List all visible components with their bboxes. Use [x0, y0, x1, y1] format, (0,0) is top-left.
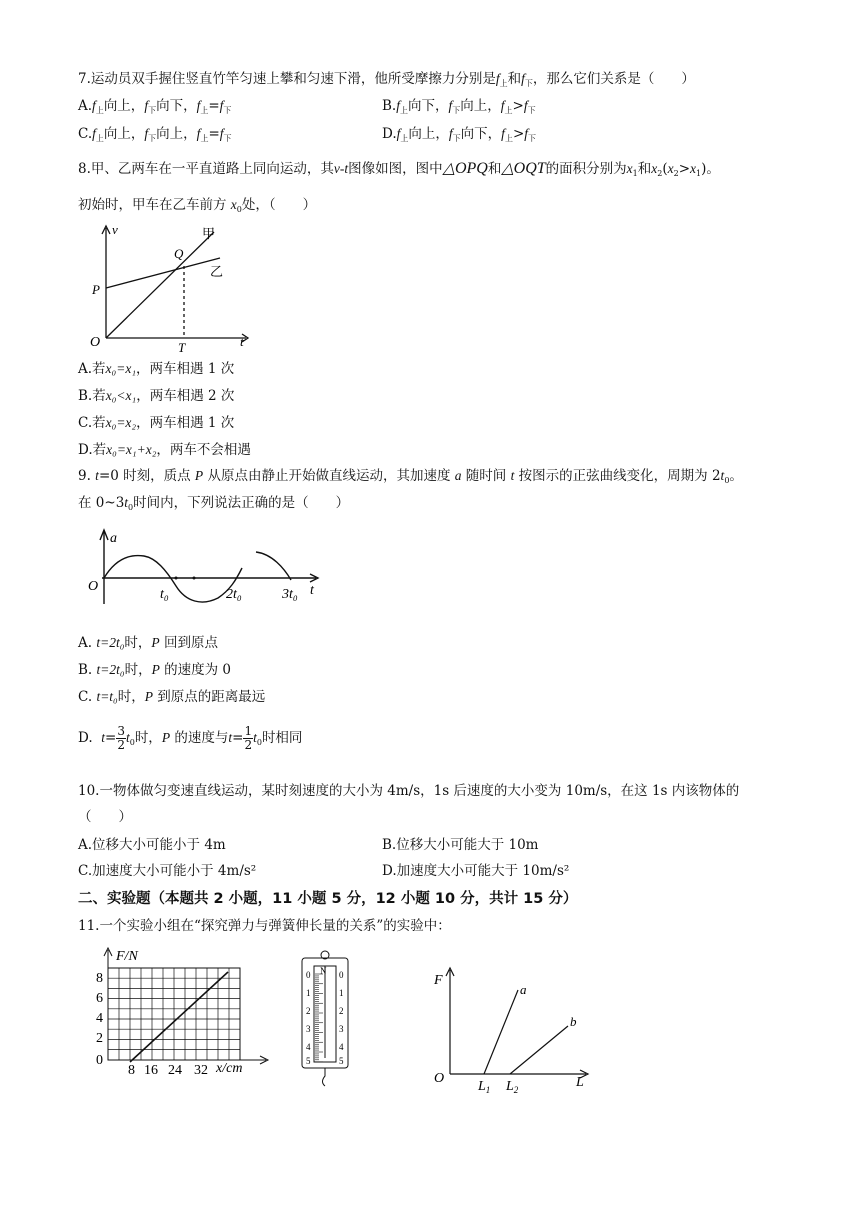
scale-unit: N	[320, 966, 327, 976]
svg-text:4: 4	[306, 1042, 311, 1052]
tick-t0: t₀	[160, 587, 169, 602]
y-tick-0: 0	[96, 1053, 103, 1068]
svg-text:2: 2	[306, 1006, 311, 1016]
q8-stem: 8.甲、乙两车在一平直道路上同向运动，其v-t图像如图，图中△OPQ和△OQT的面积分别为$x_1$和$x_2(x_2>x_1)$。	[78, 160, 720, 178]
line-a-label: a	[520, 982, 527, 997]
tick-l2: $L_2$	[506, 1079, 519, 1095]
origin-label: O	[434, 1071, 445, 1086]
section-2-title: 二、实验题（本题共 2 小题，11 小题 5 分，12 小题 10 分，共计 15 分）	[78, 891, 578, 907]
y-tick-4: 4	[96, 1011, 103, 1026]
q8-vt-graph	[86, 222, 256, 355]
svg-text:5: 5	[306, 1056, 311, 1066]
tick-l1: $L_1$	[478, 1079, 491, 1095]
x-tick-16: 16	[144, 1063, 158, 1078]
tick-3t0: 3t₀	[282, 587, 298, 602]
x-tick-8: 8	[128, 1063, 135, 1078]
q10-option-d[interactable]: D.加速度大小可能大于 10m/s²	[382, 863, 570, 879]
q8-stem-line2: 初始时，甲车在乙车前方 $x_0$处，（ ）	[78, 197, 317, 214]
y-tick-2: 2	[96, 1031, 103, 1046]
y-tick-8: 8	[96, 971, 103, 986]
point-q-label: Q	[174, 246, 184, 261]
point-t-label: T	[178, 340, 186, 355]
q10-stem: 10.一物体做匀变速直线运动，某时刻速度的大小为 4m/s，1s 后速度的大小变为 10m/s，在这 1s 内该物体的	[78, 783, 740, 799]
q9-stem: 9. t=0 时刻，质点 P 从原点由静止开始做直线运动，其加速度 a 随时间 t 按图示的正弦曲线变化，周期为 $2t_0$。	[78, 468, 743, 485]
y-tick-6: 6	[96, 991, 103, 1006]
q11-fl-graph	[430, 966, 600, 1094]
line-a	[484, 990, 518, 1074]
scale-right-labels	[339, 970, 344, 1066]
q10-paren: （ ）	[78, 809, 132, 825]
q10-option-a[interactable]: A.位移大小可能小于 4m	[78, 837, 226, 853]
q9-option-d[interactable]: D. t= $\frac{3}{2}$ $t_0$时，P 的速度与t= $\frac{1}{2}$ $t_0$时相同	[78, 724, 303, 752]
fit-line	[130, 972, 228, 1062]
axis-a-label: a	[110, 531, 117, 546]
y-axis-label: F/N	[116, 949, 138, 964]
q8-option-a[interactable]: A.若x₀=x₁，两车相遇 1 次	[78, 361, 235, 377]
line-b-label: b	[570, 1014, 577, 1029]
yi-label: 乙	[210, 264, 224, 279]
svg-text:0: 0	[339, 970, 344, 980]
q9-option-c[interactable]: C. t=t₀时，P 到原点的距离最远	[78, 689, 266, 705]
axis-t-label: t	[310, 583, 314, 598]
sine-curve-2	[256, 552, 291, 580]
axis-l-label: L	[576, 1075, 584, 1090]
x-tick-24: 24	[168, 1063, 182, 1078]
q9-option-a[interactable]: A. t=2t₀时，P 回到原点	[78, 635, 218, 651]
line-b	[510, 1026, 568, 1074]
tick-2t0: 2t₀	[226, 587, 242, 602]
q8-option-d[interactable]: D.若x₀=x₁+x₂，两车不会相遇	[78, 442, 251, 458]
svg-text:2: 2	[339, 1006, 344, 1016]
origin-label: O	[90, 335, 101, 350]
svg-text:0: 0	[306, 970, 311, 980]
q11-spring-scale	[300, 950, 352, 1090]
axis-v-label: v	[112, 222, 118, 237]
line-yi	[106, 258, 220, 288]
x-axis-label: x/cm	[216, 1061, 243, 1076]
q7-option-c[interactable]: $C.f_上$向上，$f_下$向上，$f_上=f_下$	[78, 126, 232, 143]
svg-text:4: 4	[339, 1042, 344, 1052]
axis-f-label: F	[434, 973, 443, 988]
scale-left-labels	[306, 970, 311, 1066]
q9-option-b[interactable]: B. t=2t₀时，P 的速度为 0	[78, 662, 231, 678]
q7-stem: 7.运动员双手握住竖直竹竿匀速上攀和匀速下滑，他所受摩擦力分别是$f_上$和$f_下$，那么它们关系是（ ）	[78, 71, 695, 88]
q7-option-b[interactable]: $B.f_上$向下，$f_下$向上，$f_上>f_下$	[382, 98, 536, 115]
q7-option-a[interactable]: $A.f_上$向上，$f_下$向下，$f_上=f_下$	[78, 98, 232, 115]
svg-text:1: 1	[306, 988, 311, 998]
q9-at-graph	[86, 528, 326, 608]
sine-curve-1	[104, 556, 242, 602]
q10-option-b[interactable]: B.位移大小可能大于 10m	[382, 837, 539, 853]
svg-text:1: 1	[339, 988, 344, 998]
q8-option-c[interactable]: C.若x₀=x₂，两车相遇 1 次	[78, 415, 235, 431]
q7-option-d[interactable]: $D.f_上$向上，$f_下$向下，$f_上>f_下$	[382, 126, 537, 143]
q10-option-c[interactable]: C.加速度大小可能小于 4m/s²	[78, 863, 257, 879]
origin-label: O	[88, 579, 99, 594]
line-jia	[106, 232, 214, 338]
q9-stem-line2: 在 $0\sim 3t_0$时间内，下列说法正确的是（ ）	[78, 495, 350, 512]
svg-text:3: 3	[339, 1024, 344, 1034]
point-p-label: P	[92, 282, 100, 297]
q11-fx-graph	[92, 946, 272, 1076]
q8-option-b[interactable]: B.若x₀<x₁，两车相遇 2 次	[78, 388, 235, 404]
x-tick-32: 32	[194, 1063, 208, 1078]
q11-stem: 11.一个实验小组在“探究弹力与弹簧伸长量的关系”的实验中：	[78, 918, 451, 934]
svg-text:3: 3	[306, 1024, 311, 1034]
axis-t-label: t	[240, 334, 244, 349]
jia-label: 甲	[202, 226, 216, 241]
svg-text:5: 5	[339, 1056, 344, 1066]
